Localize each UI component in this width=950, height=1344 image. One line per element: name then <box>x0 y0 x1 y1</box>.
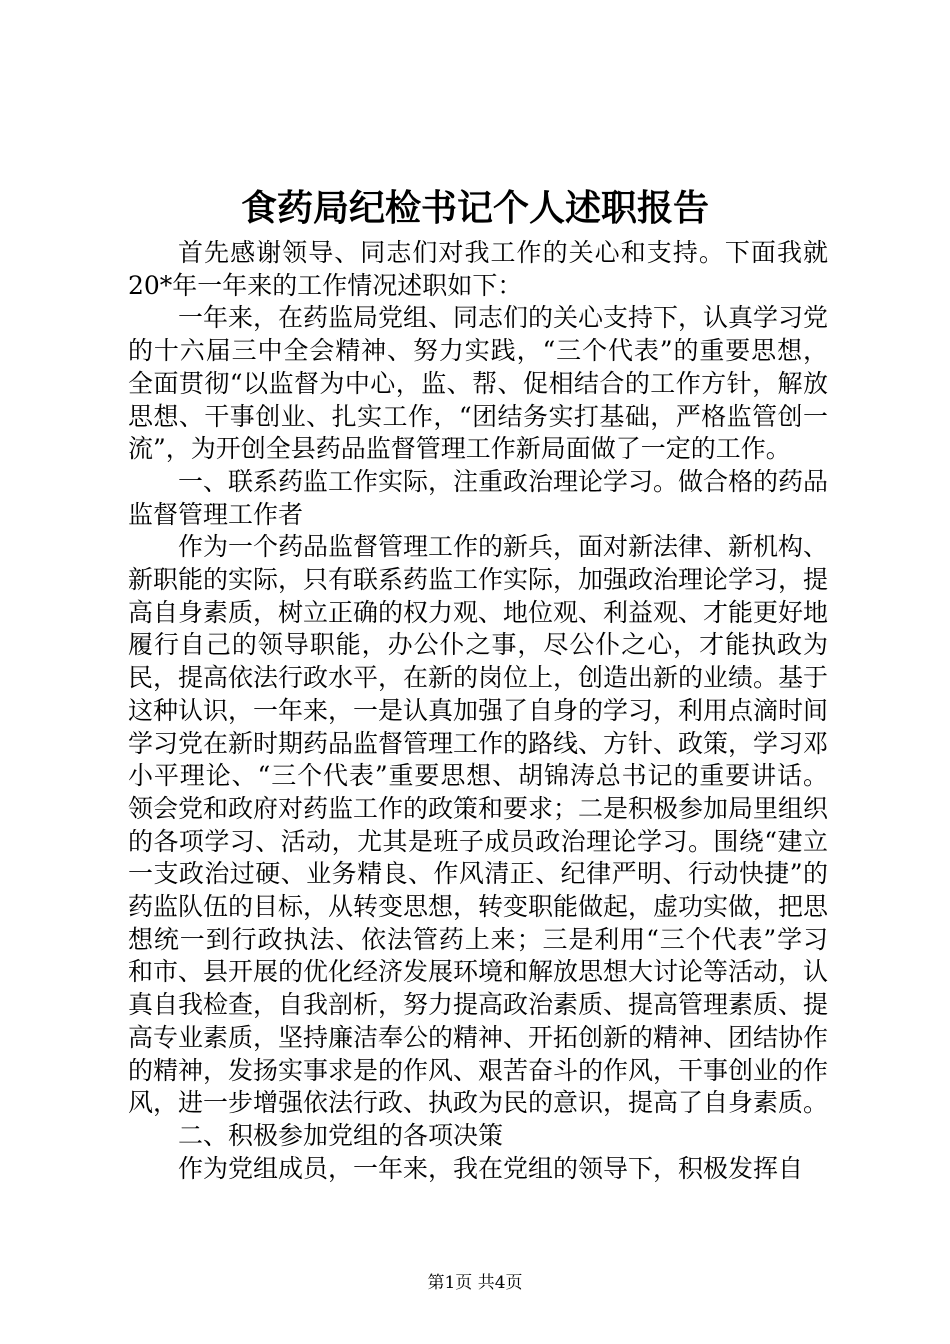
section-heading-1: 一、联系药监工作实际，注重政治理论学习。做合格的药品监督管理工作者 <box>128 466 829 529</box>
paragraph-decisions: 作为党组成员，一年来，我在党组的领导下，积极发挥自 <box>178 1153 804 1183</box>
paragraph-overview: 一年来，在药监局党组、同志们的关心支持下，认真学习党的十六届三中全会精神、努力实践，“三个代表”的重要思想，全面贯彻“以监督为中心，监、帮、促相结合的工作方针，解放思想、干事创业、扎实工作，“团结务实打基础，严格监管创一流”，为开创全县药品监督管理工作新局面做了一定的工作。 <box>128 303 829 464</box>
paragraph-intro: 首先感谢领导、同志们对我工作的关心和支持。下面我就20*年一年来的工作情况述职如下： <box>128 238 828 300</box>
page-number-footer: 第1页 共4页 <box>427 1273 523 1293</box>
document-title: 食药局纪检书记个人述职报告 <box>240 187 709 229</box>
paragraph-study: 作为一个药品监督管理工作的新兵，面对新法律、新机构、新职能的实际，只有联系药监工作实际，加强政治理论学习，提高自身素质，树立正确的权力观、地位观、利益观、才能更好地履行自己的领导职能，办公仆之事，尽公仆之心，才能执政为民，提高依法行政水平，在新的岗位上，创造出新的业绩。基于这种认识，一年来，一是认真加强了自身的学习，利用点滴时间学习党在新时期药品监督管理工作的路线、方针、政策，学习邓小平理论、“三个代表”重要思想、胡锦涛总书记的重要讲话。领会党和政府对药监工作的政策和要求；二是积极参加局里组织的各项学习、活动，尤其是班子成员政治理论学习。围绕“建立一支政治过硬、业务精良、作风清正、纪律严明、行动快捷”的药监队伍的目标，从转变思想，转变职能做起，虚功实做，把思想统一到行政执法、依法管药上来；三是利用“三个代表”学习和市、县开展的优化经济发展环境和解放思想大讨论等活动，认真自我检查，自我剖析，努力提高政治素质、提高管理素质、提高专业素质，坚持廉洁奉公的精神、开拓创新的精神、团结协作的精神，发扬实事求是的作风、艰苦奋斗的作风，干事创业的作风，进一步增强依法行政、执政为民的意识，提高了自身素质。 <box>128 532 829 1118</box>
section-heading-2: 二、积极参加党组的各项决策 <box>178 1120 504 1150</box>
document-body <box>128 237 828 1185</box>
